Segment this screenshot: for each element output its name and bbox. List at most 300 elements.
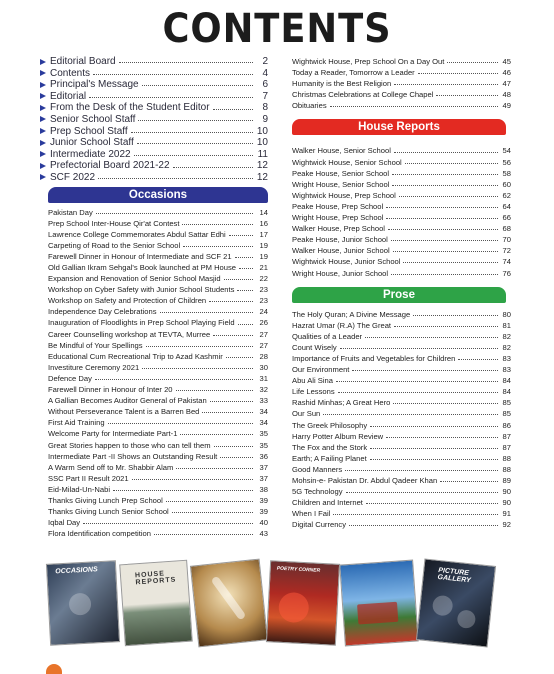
item-page-number: 91 [502, 509, 511, 519]
photo-occasions-label: OCCASIONS [55, 566, 98, 576]
photo-strip [48, 562, 508, 644]
list-item [292, 497, 511, 508]
item-page-number: 70 [502, 235, 511, 245]
list-item [292, 519, 511, 530]
item-title: Intermediate 2022 [50, 148, 131, 160]
item-title: Qualities of a Leader [292, 331, 363, 341]
list-item [48, 295, 268, 306]
list-item [292, 56, 511, 67]
list-item [48, 417, 268, 428]
item-page-number: 28 [259, 351, 268, 361]
item-page-number: 30 [259, 362, 268, 372]
list-item [48, 91, 268, 103]
item-title: Christmas Celebrations at College Chapel [292, 90, 434, 100]
dot-leader [173, 167, 253, 168]
dot-leader [336, 381, 498, 382]
bullet-triangle-icon [40, 163, 46, 169]
dot-leader [183, 246, 253, 247]
list-item [48, 440, 268, 451]
dot-leader [95, 379, 253, 380]
item-page-number: 23 [259, 296, 268, 306]
list-item [48, 317, 268, 328]
item-page-number: 45 [502, 57, 511, 66]
house-reports-header: House Reports [292, 119, 506, 135]
item-page-number: 80 [502, 309, 511, 319]
dot-leader [340, 348, 498, 349]
item-title: Harry Potter Album Review [292, 431, 384, 441]
main-contents-list [48, 56, 268, 184]
item-title: Workshop on Cyber Safety with Junior School Students [48, 285, 235, 295]
item-page-number: 92 [502, 520, 511, 530]
item-page-number: 31 [259, 373, 268, 383]
item-page-number: 48 [502, 90, 511, 100]
item-title: Wightwick House, Prep School [292, 190, 396, 200]
dot-leader [458, 359, 497, 360]
item-title: Thanks Giving Lunch Senior School [48, 507, 169, 517]
dot-leader [224, 279, 253, 280]
item-page-number: 58 [502, 168, 511, 178]
dot-leader [119, 62, 253, 63]
dot-leader [235, 257, 253, 258]
bullet-triangle-icon [40, 59, 46, 65]
item-page-number: 81 [502, 320, 511, 330]
item-page-number: 90 [502, 498, 511, 508]
list-item [292, 268, 511, 279]
dot-leader [345, 470, 497, 471]
item-page-number: 2 [262, 56, 268, 67]
item-page-number: 34 [259, 407, 268, 417]
item-page-number: 54 [502, 146, 511, 156]
item-title: Walker House, Senior School [292, 146, 391, 156]
misc-list [292, 56, 511, 111]
item-page-number: 37 [259, 473, 268, 483]
dot-leader [214, 446, 253, 447]
item-page-number: 17 [259, 229, 268, 239]
list-item [48, 384, 268, 395]
dot-leader [386, 207, 497, 208]
dot-leader [239, 268, 253, 269]
list-item [292, 353, 511, 364]
item-page-number: 84 [502, 387, 511, 397]
item-title: Peake House, Junior School [292, 235, 388, 245]
item-title: Rashid Minhas; A Great Hero [292, 398, 391, 408]
list-item [292, 442, 511, 453]
photo-poetry-corner [266, 560, 340, 646]
list-item [48, 340, 268, 351]
list-item [48, 306, 268, 317]
item-page-number: 34 [259, 418, 268, 428]
occasions-header: Occasions [48, 187, 268, 203]
item-title: Obituaries [292, 101, 327, 111]
dot-leader [447, 62, 497, 63]
item-title: Eid-Milad-Un-Nabi [48, 484, 111, 494]
dot-leader [98, 178, 253, 179]
item-title: Wightwick House, Junior School [292, 257, 401, 267]
item-page-number: 47 [502, 79, 511, 89]
item-page-number: 83 [502, 365, 511, 375]
list-item [292, 179, 511, 190]
dot-leader [142, 85, 253, 86]
dot-leader [138, 120, 253, 121]
item-page-number: 27 [259, 329, 268, 339]
item-title: First Aid Training [48, 418, 105, 428]
list-item [292, 212, 511, 223]
item-title: SCF 2022 [50, 171, 96, 183]
item-page-number: 66 [502, 213, 511, 223]
item-page-number: 27 [259, 340, 268, 350]
list-item [292, 145, 511, 156]
item-title: Count Wisely [292, 342, 337, 352]
item-title: Editorial Board [50, 56, 116, 67]
item-page-number: 32 [259, 385, 268, 395]
item-page-number: 40 [259, 518, 268, 528]
item-title: Our Sun [292, 409, 321, 419]
item-title: Walker House, Prep School [292, 224, 385, 234]
item-title: Carpeting of Road to the Senior School [48, 240, 181, 250]
item-title: Welcome Party for Intermediate Part-1 [48, 429, 178, 439]
item-page-number: 21 [259, 263, 268, 272]
item-page-number: 10 [256, 125, 268, 137]
item-page-number: 88 [502, 464, 511, 474]
item-page-number: 8 [262, 102, 268, 114]
list-item [48, 172, 268, 184]
list-item [292, 408, 511, 419]
item-page-number: 24 [259, 307, 268, 317]
dot-leader [213, 335, 253, 336]
dot-leader [226, 357, 253, 358]
item-page-number: 35 [259, 440, 268, 450]
list-item [48, 126, 268, 138]
item-page-number: 87 [502, 431, 511, 441]
list-item [48, 506, 268, 517]
item-page-number: 85 [502, 409, 511, 419]
item-page-number: 26 [259, 318, 268, 328]
item-page-number: 64 [502, 201, 511, 211]
list-item [292, 420, 511, 431]
list-item [292, 78, 511, 89]
photo-house-reports [119, 560, 193, 647]
dot-leader [176, 390, 253, 391]
item-title: SSC Part II Result 2021 [48, 473, 129, 483]
dot-leader [134, 155, 253, 156]
dot-leader [365, 337, 497, 338]
item-title: Workshop on Safety and Protection of Children [48, 296, 207, 306]
item-page-number: 16 [259, 218, 268, 228]
item-title: Be Mindful of Your Spellings [48, 340, 143, 350]
item-title: A Gallian Becomes Auditor General of Pakistan [48, 396, 207, 406]
dot-leader [393, 403, 497, 404]
list-item [48, 149, 268, 161]
list-item [48, 351, 268, 362]
item-title: Prep School Inter-House Qir'at Contest [48, 218, 180, 228]
page-number-badge [46, 664, 62, 674]
list-item [292, 190, 511, 201]
item-page-number: 83 [502, 353, 511, 363]
item-title: A Warm Send off to Mr. Shabbir Alam [48, 462, 174, 472]
item-page-number: 19 [259, 240, 268, 250]
list-item [48, 495, 268, 506]
item-title: Farewell Dinner in Honour of Inter 20 [48, 385, 173, 395]
list-item [48, 240, 268, 251]
item-page-number: 84 [502, 376, 511, 386]
item-page-number: 22 [259, 274, 268, 284]
item-page-number: 82 [502, 342, 511, 352]
prose-list [292, 309, 511, 531]
list-item [48, 517, 268, 528]
item-page-number: 86 [502, 420, 511, 430]
list-item [292, 100, 511, 111]
dot-leader [393, 251, 498, 252]
left-column [48, 56, 268, 539]
item-title: Earth; A Failing Planet [292, 453, 367, 463]
item-page-number: 43 [259, 529, 268, 539]
list-item [292, 342, 511, 353]
dot-leader [176, 468, 253, 469]
list-item [48, 251, 268, 262]
dot-leader [403, 262, 497, 263]
item-title: Wright House, Senior School [292, 179, 390, 189]
bullet-triangle-icon [40, 151, 46, 157]
item-title: Today a Reader, Tomorrow a Leader [292, 68, 415, 78]
item-page-number: 62 [502, 190, 511, 200]
item-title: Defence Day [48, 373, 92, 383]
dot-leader [209, 301, 253, 302]
item-title: Great Stories happen to those who can tell them [48, 440, 211, 450]
dot-leader [440, 481, 497, 482]
item-title: Digital Currency [292, 520, 347, 530]
item-page-number: 39 [259, 495, 268, 505]
dot-leader [413, 315, 497, 316]
item-title: Walker House, Junior School [292, 246, 390, 256]
dot-leader [392, 185, 497, 186]
item-page-number: 35 [259, 429, 268, 439]
list-item [48, 229, 268, 240]
item-page-number: 76 [502, 268, 511, 278]
dot-leader [154, 534, 253, 535]
item-page-number: 14 [259, 207, 268, 217]
item-title: 5G Technology [292, 487, 343, 497]
list-item [292, 453, 511, 464]
item-title: Senior School Staff [50, 113, 136, 125]
list-item [292, 157, 511, 168]
list-item [48, 102, 268, 114]
list-item [48, 362, 268, 373]
list-item [48, 395, 268, 406]
house-reports-list [292, 145, 511, 278]
photo-poetry-corner-label: POETRY CORNER [276, 565, 321, 574]
bullet-triangle-icon [40, 105, 46, 111]
dot-leader [237, 290, 253, 291]
list-item [292, 245, 511, 256]
dot-leader [172, 512, 253, 513]
photo-quill [190, 559, 268, 648]
item-title: Peake House, Senior School [292, 168, 390, 178]
dot-leader [202, 412, 253, 413]
list-item [48, 284, 268, 295]
right-column [292, 56, 511, 530]
list-item [48, 473, 268, 484]
item-title: Intermediate Part -II Shows an Outstanding Result [48, 451, 218, 461]
item-title: The Greek Philosophy [292, 420, 368, 430]
item-page-number: 89 [502, 476, 511, 485]
dot-leader [391, 240, 498, 241]
list-item [48, 160, 268, 172]
dot-leader [388, 229, 498, 230]
dot-leader [370, 448, 497, 449]
dot-leader [370, 459, 498, 460]
list-item [292, 309, 511, 320]
list-item [292, 397, 511, 408]
item-page-number: 23 [259, 285, 268, 295]
item-title: Pakistan Day [48, 207, 93, 217]
dot-leader [146, 346, 253, 347]
dot-leader [137, 143, 253, 144]
item-page-number: 46 [502, 68, 511, 78]
photo-picture-gallery-label: PICTURE GALLERY [437, 566, 472, 585]
item-page-number: 38 [259, 484, 268, 494]
item-page-number: 6 [262, 79, 268, 91]
list-item [48, 114, 268, 126]
dot-leader [182, 224, 253, 225]
item-title: The Holy Quran; A Divine Message [292, 309, 411, 319]
bullet-triangle-icon [40, 128, 46, 134]
list-item [48, 79, 268, 91]
item-page-number: 60 [502, 179, 511, 189]
item-title: Thanks Giving Lunch Prep School [48, 495, 163, 505]
item-page-number: 12 [256, 160, 268, 172]
list-item [292, 386, 511, 397]
dot-leader [180, 434, 253, 435]
dot-leader [213, 109, 253, 110]
item-title: Abu Ali Sina [292, 376, 333, 386]
dot-leader [229, 235, 253, 236]
dot-leader [436, 95, 497, 96]
item-title: Editorial [50, 90, 87, 102]
item-title: Contents [50, 67, 91, 79]
item-title: Without Perseverance Talent is a Barren Bed [48, 407, 200, 417]
list-item [292, 331, 511, 342]
list-item [48, 451, 268, 462]
dot-leader [89, 97, 253, 98]
dot-leader [83, 523, 253, 524]
list-item [292, 475, 511, 486]
list-item [48, 462, 268, 473]
item-title: Hazrat Umar (R.A) The Great [292, 320, 392, 330]
dot-leader [142, 368, 253, 369]
list-item [292, 256, 511, 267]
item-title: Wright House, Junior School [292, 268, 389, 278]
dot-leader [394, 152, 498, 153]
item-page-number: 85 [502, 398, 511, 408]
photo-house-reports-label: HOUSE REPORTS [134, 570, 177, 587]
dot-leader [220, 457, 253, 458]
list-item [48, 273, 268, 284]
dot-leader [349, 525, 498, 526]
dot-leader [399, 196, 498, 197]
bullet-triangle-icon [40, 174, 46, 180]
list-item [48, 68, 268, 80]
dot-leader [338, 392, 498, 393]
dot-leader [392, 174, 497, 175]
item-page-number: 10 [256, 137, 268, 149]
list-item [48, 56, 268, 68]
dot-leader [93, 74, 253, 75]
item-title: Wightwick House, Senior School [292, 157, 402, 167]
item-page-number: 4 [262, 67, 268, 79]
item-page-number: 11 [257, 148, 268, 160]
prose-header: Prose [292, 287, 506, 303]
dot-leader [238, 324, 253, 325]
dot-leader [418, 73, 498, 74]
dot-leader [113, 490, 253, 491]
item-page-number: 7 [262, 90, 268, 102]
item-page-number: 82 [502, 331, 511, 341]
item-title: Importance of Fruits and Vegetables for Children [292, 353, 456, 363]
dot-leader [346, 492, 498, 493]
dot-leader [386, 218, 497, 219]
dot-leader [132, 479, 253, 480]
item-title: Children and Internet [292, 498, 363, 508]
item-page-number: 56 [502, 157, 511, 167]
list-item [292, 375, 511, 386]
item-title: Inauguration of Floodlights in Prep School Playing Field [48, 318, 235, 328]
dot-leader [394, 326, 498, 327]
item-page-number: 12 [256, 171, 268, 183]
list-item [292, 508, 511, 519]
occasions-list [48, 207, 268, 540]
dot-leader [160, 312, 254, 313]
item-page-number: 68 [502, 224, 511, 234]
item-title: Flora Identification competition [48, 529, 151, 539]
dot-leader [333, 514, 497, 515]
dot-leader [131, 132, 253, 133]
item-title: Principal's Message [50, 79, 139, 91]
dot-leader [96, 213, 253, 214]
item-title: Old Gallian Ikram Sehgal's Book launched at PM House [48, 263, 237, 272]
bullet-triangle-icon [40, 116, 46, 122]
item-title: Expansion and Renovation of Senior School Masjid [48, 274, 221, 284]
item-title: Prefectorial Board 2021-22 [50, 160, 170, 172]
item-title: Peake House, Prep School [292, 201, 384, 211]
item-page-number: 9 [262, 113, 268, 125]
item-page-number: 90 [502, 487, 511, 497]
item-title: Investiture Ceremony 2021 [48, 362, 140, 372]
item-page-number: 19 [259, 251, 268, 261]
dot-leader [330, 106, 498, 107]
item-title: The Fox and the Stork [292, 442, 368, 452]
dot-leader [166, 501, 253, 502]
item-title: When I Fail [292, 509, 331, 519]
dot-leader [386, 437, 497, 438]
list-item [48, 262, 268, 273]
list-item [48, 373, 268, 384]
item-title: Career Counselling workshop at TEVTA, Murree [48, 329, 211, 339]
item-title: Lawrence College Commemorates Abdul Sattar Edhi [48, 229, 226, 239]
item-page-number: 74 [502, 257, 511, 267]
dot-leader [352, 370, 497, 371]
item-page-number: 87 [502, 442, 511, 452]
item-title: Farewell Dinner in Honour of Intermediate and SCF 21 [48, 251, 232, 261]
dot-leader [391, 274, 497, 275]
list-item [292, 431, 511, 442]
dot-leader [366, 503, 498, 504]
dot-leader [405, 163, 498, 164]
item-page-number: 72 [502, 246, 511, 256]
item-title: Educational Cum Recreational Trip to Azad Kashmir [48, 351, 223, 361]
dot-leader [394, 84, 497, 85]
bullet-triangle-icon [40, 93, 46, 99]
item-title: Good Manners [292, 464, 343, 474]
